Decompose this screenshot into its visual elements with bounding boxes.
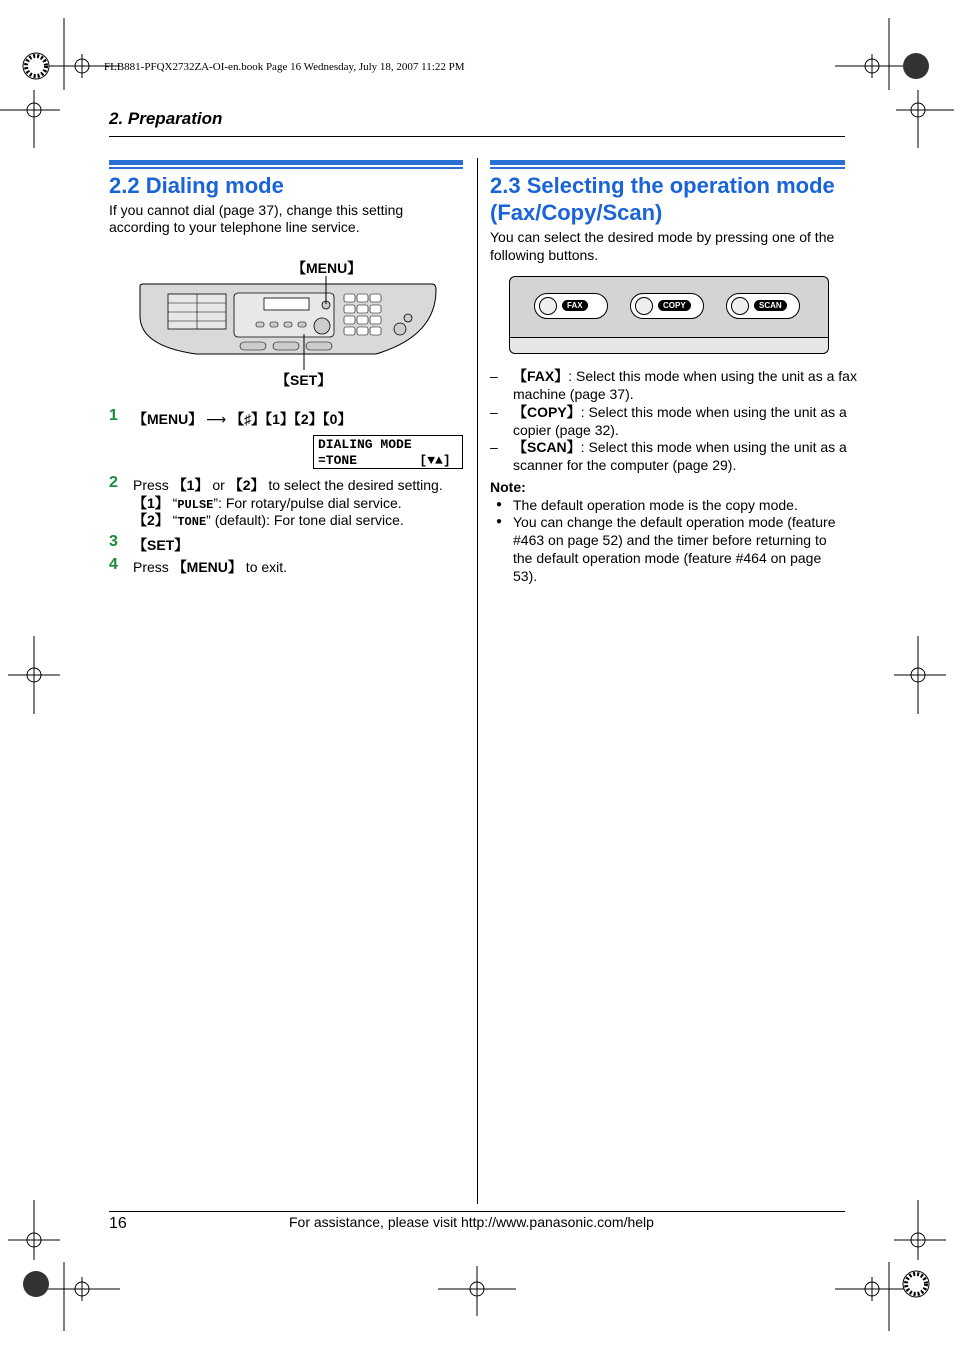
step-4-text-a: Press [133,559,173,575]
step-4-text-b: to exit. [241,559,288,575]
operation-intro-line1: You can select the desired mode by pressing one of the [490,229,835,245]
step-2-text-b: or [208,477,229,493]
copy-mode-button[interactable] [630,293,704,319]
running-head: 2. Preparation [109,109,223,128]
set-callout-label: 【SET】 [276,372,332,388]
step-2-text-a: Press [133,477,173,493]
bullet-mark: ● [496,499,503,510]
menu-callout-label: 【MENU】 [292,260,362,276]
assistance-text: For assistance, please visit http://www.panasonic.com/help [289,1214,654,1230]
keypad-key [370,327,381,335]
fax-mode-button[interactable] [534,293,608,319]
option-pulse-display: PULSE [177,498,214,512]
footer-rule [109,1211,845,1212]
arrow-icon: ⟶ [206,411,227,427]
note-bullet-1 [490,496,850,514]
dash: – [490,368,498,384]
section-bar-left [109,160,463,167]
step-2-text-c: to select the desired setting. [264,477,443,493]
scan-mode-button[interactable] [726,293,800,319]
option-pulse-quote: “ [168,495,178,511]
option-pulse-key: 【1】 [133,495,169,511]
copy-icon [635,297,653,315]
section-bar-right [490,160,845,167]
step-1 [133,409,351,429]
item-copy-text-2: copier (page 32). [513,422,619,438]
operation-intro-line2: following buttons. [490,247,599,263]
bullet-mark: ● [496,516,503,527]
note-bullet-2-line-4: 53). [513,568,538,584]
keypad-key [357,305,368,313]
step-3-number: 3 [109,533,118,550]
step-4-text [133,558,287,576]
note-label: Note: [490,479,526,495]
step-2-number: 2 [109,474,118,491]
section-title-operation-mode-1: 2.3 Selecting the operation mode [490,173,835,198]
fax-key: 【FAX】 [513,368,569,384]
fax-icon [539,297,557,315]
section-title-operation-mode-2: (Fax/Copy/Scan) [490,200,663,225]
lcd-line-1: DIALING MODE [318,437,412,452]
keypad-key [370,294,381,302]
item-scan [490,438,850,474]
scan-button-label: SCAN [754,300,787,311]
step-4-number: 4 [109,556,118,573]
item-fax [490,367,857,403]
item-scan-text-1: : Select this mode when using the unit as a [580,439,847,455]
keypad-key [370,305,381,313]
note-bullet-2-line-2: #463 on page 52) and the timer before returning to [513,532,827,548]
keypad-key [370,316,381,324]
note-bullet-1-line-1: The default operation mode is the copy mode. [513,497,798,513]
item-copy-text-1: : Select this mode when using the unit as a [580,404,847,420]
key-2: 【2】 [228,477,265,493]
keypad-key [344,305,355,313]
dash: – [490,404,498,420]
option-tone [133,511,404,531]
dash: – [490,439,498,455]
item-scan-text-2: scanner for the computer (page 29). [513,457,737,473]
step-1-code-keys: 【♯】【1】【2】【0】 [230,411,352,427]
keypad-key [357,327,368,335]
note-bullet-2-line-1: You can change the default operation mode (feature [513,514,836,530]
keypad-key [344,316,355,324]
menu-key: 【MENU】 [172,559,242,575]
print-info: FLB881-PFQX2732ZA-OI-en.book Page 16 Wednesday, July 18, 2007 11:22 PM [104,61,465,73]
fax-button-label: FAX [562,300,588,311]
header-rule [109,136,845,137]
option-tone-display: TONE [177,515,207,529]
mode-button-panel [509,276,829,354]
copy-key: 【COPY】 [513,404,581,420]
option-tone-quote: “ [168,512,178,528]
keypad-key [344,327,355,335]
note-bullet-2 [490,513,850,585]
item-fax-text-2: machine (page 37). [513,386,634,402]
step-1-number: 1 [109,407,118,424]
control-panel-illustration [136,276,438,370]
keypad-key [344,294,355,302]
option-tone-key: 【2】 [133,512,169,528]
keypad-key [357,294,368,302]
copy-button-label: COPY [658,300,691,311]
item-fax-text-1: : Select this mode when using the unit as a fax [568,368,857,384]
step-3-set-key: 【SET】 [133,537,189,553]
scan-icon [731,297,749,315]
dialing-intro-line1: If you cannot dial (page 37), change this setting [109,202,404,218]
item-copy [490,403,850,439]
lcd-line-2: =TONE [▼▲] [318,453,451,468]
key-1: 【1】 [172,477,209,493]
step-1-menu-key: 【MENU】 [133,411,203,427]
page-number: 16 [109,1215,127,1232]
option-pulse-desc: ”: For rotary/pulse dial service. [213,495,402,511]
panel-lip [510,337,828,353]
step-2-text [133,476,443,494]
dialing-intro-line2: according to your telephone line service. [109,219,360,235]
scan-key: 【SCAN】 [513,439,581,455]
section-title-dialing-mode: 2.2 Dialing mode [109,173,284,198]
keypad-key [357,316,368,324]
column-divider [477,158,478,1204]
lcd-display [313,435,463,469]
option-tone-desc: ” (default): For tone dial service. [206,512,404,528]
note-bullet-2-line-3: the default operation mode (feature #464 on page [513,550,822,566]
